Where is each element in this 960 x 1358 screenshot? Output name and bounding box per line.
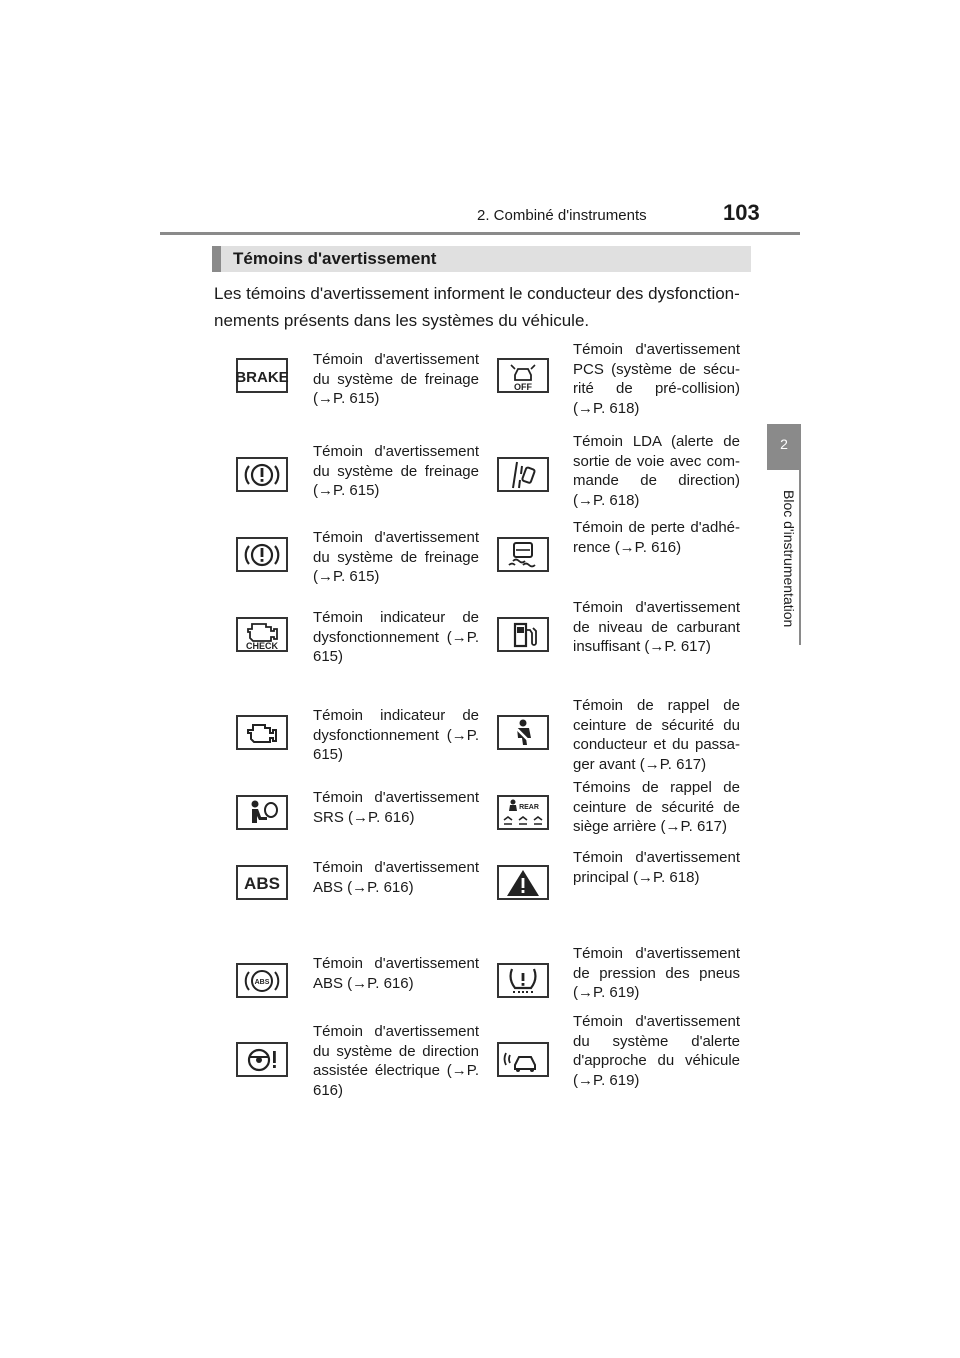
svg-text:ABS: ABS (254, 978, 270, 986)
header-divider (160, 232, 800, 235)
page-number: 103 (723, 200, 760, 225)
fuel-icon (497, 617, 549, 652)
warning-light-description: Témoin d'avertissement de pression des pneus (→P. 619) (573, 945, 740, 1001)
warning-light-description: Témoin d'avertissement du système de freinage (→P. 615) (313, 443, 479, 499)
check-engine-icon (236, 617, 288, 652)
section-heading: Témoins d'avertissement (212, 246, 751, 272)
warning-light-description: Témoin d'avertissement du système de direction assistée électrique (→P. 616) (313, 1023, 479, 1099)
svg-text:ABS: ABS (244, 873, 280, 893)
seatbelt-icon (497, 715, 549, 750)
warning-light-description: Témoin d'avertissement PCS (système de sécu-rité de pré-collision) (→P. 618) (573, 341, 740, 417)
chapter-number: 2 (780, 436, 788, 452)
warning-light-description: Témoin d'avertissement SRS (→P. 616) (313, 789, 479, 826)
warning-light-description: Témoin de rappel de ceinture de sécurité du conducteur et du passa-ger avant (→P. 617) (573, 697, 740, 773)
engine-icon (236, 715, 288, 750)
brake-circle-icon (236, 537, 288, 572)
chapter-tab (767, 424, 801, 470)
slip-icon (497, 537, 549, 572)
svg-text:CHECK: CHECK (245, 640, 279, 651)
tire-pressure-icon (497, 963, 549, 998)
warning-light-description: Témoin d'avertissement ABS (→P. 616) (313, 955, 479, 992)
section-intro: Les témoins d'avertissement informent le conducteur des dysfonction-nements présents dans les systèmes du véhicule. (214, 284, 740, 330)
airbag-icon (236, 795, 288, 830)
warning-light-description: Témoin d'avertissement du système d'alerte d'approche du véhicule (→P. 619) (573, 1013, 740, 1089)
chapter-divider (799, 470, 801, 645)
steering-icon (236, 1042, 288, 1077)
brake-circle-icon (236, 457, 288, 492)
svg-text:REAR: REAR (519, 803, 539, 811)
abs-text-icon (236, 865, 288, 900)
warning-light-description: Témoin LDA (alerte de sortie de voie avec com-mande de direction) (→P. 618) (573, 433, 740, 509)
rear-seatbelt-icon (497, 795, 549, 830)
warning-light-description: Témoin indicateur de dysfonctionnement (→P. 615) (313, 707, 479, 763)
warning-light-description: Témoin de perte d'adhé-rence (→P. 616) (573, 519, 740, 556)
proximity-icon (497, 1042, 549, 1077)
warning-light-description: Témoins de rappel de ceinture de sécurité de siège arrière (→P. 617) (573, 779, 740, 835)
warning-light-description: Témoin d'avertissement principal (→P. 618) (573, 849, 740, 886)
abs-circle-icon (236, 963, 288, 998)
warning-light-description: Témoin d'avertissement du système de freinage (→P. 615) (313, 351, 479, 407)
warning-light-description: Témoin indicateur de dysfonctionnement (→P. 615) (313, 609, 479, 665)
brake-text-icon (236, 358, 288, 393)
svg-text:BRAKE: BRAKE (235, 368, 289, 386)
svg-text:OFF: OFF (514, 381, 532, 392)
warning-light-description: Témoin d'avertissement ABS (→P. 616) (313, 859, 479, 896)
lda-icon (497, 457, 549, 492)
pcs-off-icon (497, 358, 549, 393)
section-title: 2. Combiné d'instruments (477, 207, 647, 224)
master-warning-icon (497, 865, 549, 900)
warning-light-description: Témoin d'avertissement du système de freinage (→P. 615) (313, 529, 479, 585)
warning-light-description: Témoin d'avertissement de niveau de carburant insuffisant (→P. 617) (573, 599, 740, 655)
chapter-title: Bloc d'instrumentation (781, 490, 797, 628)
